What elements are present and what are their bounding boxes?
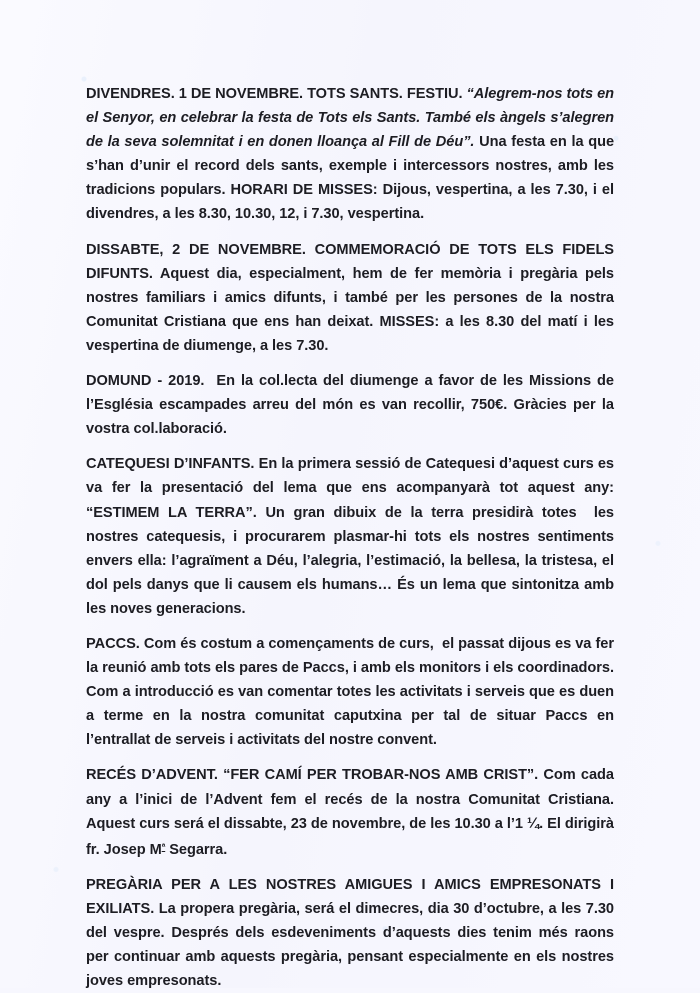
paragraph-reces-advent xyxy=(86,763,619,861)
paragraph-divendres-tots-sants xyxy=(86,82,619,227)
paragraph-quote-divendres: “Alegrem-nos tots en el Senyor, en celebrar la festa de Tots els Sants. També els àngels s’alegren de la seva solemnitat i en donen lloança al Fill de Déu”. xyxy=(86,86,619,151)
ordinal-indicator-feminine: ª xyxy=(161,841,166,853)
reces-advent-text-tail: Segarra. xyxy=(165,841,228,858)
paragraph-domund-2019: DOMUND - 2019. En la col.lecta del diumenge a favor de les Missions de l’Església escampades arreu del món es van recollir, 750€. Gràcies per la vostra col.laboració. xyxy=(86,373,619,438)
paragraph-body-divendres: Una festa en la que s’han d’unir el record dels sants, exemple i intercessors nostres, amb les tradicions populars. HORARI DE MISSES: Dijous, vespertina, a les 7.30, i el divendres, a les 8.30, 10.30, 12, i 7.30, vespertina. xyxy=(86,134,619,223)
paragraph-pregaria-empresonats: PREGÀRIA PER A LES NOSTRES AMIGUES I AMICS EMPRESONATS I EXILIATS. La propera pregària, será el dimecres, dia 30 d’octubre, a les 7.30 del vespre. Després dels esdeveniments d’aquests dies tenim més raons per continuar amb aquests pregària, pensant especialmente en els nostres joves empresonats. xyxy=(86,876,619,990)
document-text-column xyxy=(86,82,619,993)
paragraph-catequesi-infants: CATEQUESI D’INFANTS. En la primera sessió de Catequesi d’aquest curs es va fer la presentació del lema que ens acompanyarà tot aquest any: “ESTIMEM LA TERRA”. Un gran dibuix de la terra presidirà totes les nostres catequesis, i procurarem plasmar-hi tots els nostres sentiments envers ella: l’agraïment a Déu, l’alegria, l’estimació, la bellesa, la tristesa, el dol pels danys que li causem els humans… És un lema que sintonitza amb les noves generacions. xyxy=(86,456,619,617)
reces-advent-text-lead: RECÉS D’ADVENT. “FER CAMÍ PER TROBAR-NOS AMB CRIST”. Com cada any a l’inici de l’Advent fem el recés de la nostra Comunitat Cristiana. Aquest curs será el dissabte, 23 de novembre, de les 10.30 a l’1 ¼. El dirigirà fr. Josep M xyxy=(86,767,619,858)
paragraph-heading-divendres: DIVENDRES. 1 DE NOVEMBRE. TOTS SANTS. FESTIU. xyxy=(86,86,463,102)
paragraph-paccs: PACCS. Com és costum a començaments de curs, el passat dijous es va fer la reunió amb tots els pares de Paccs, i amb els monitors i els coordinadors. Com a introducció es van comentar totes les activitats i serveis que es duen a terme en la nostra comunitat caputxina per tal de situar Paccs en l’entrallat de serveis i activitats del nostre convent. xyxy=(86,635,619,749)
paragraph-dissabte-fidels-difunts: DISSABTE, 2 DE NOVEMBRE. COMMEMORACIÓ DE TOTS ELS FIDELS DIFUNTS. Aquest dia, especialment, hem de fer memòria i pregària pels nostres familiars i amics difunts, i també per les persones de la nostra Comunitat Cristiana que ens han deixat. MISSES: a les 8.30 del matí i les vespertina de diumenge, a les 7.30. xyxy=(86,241,619,354)
